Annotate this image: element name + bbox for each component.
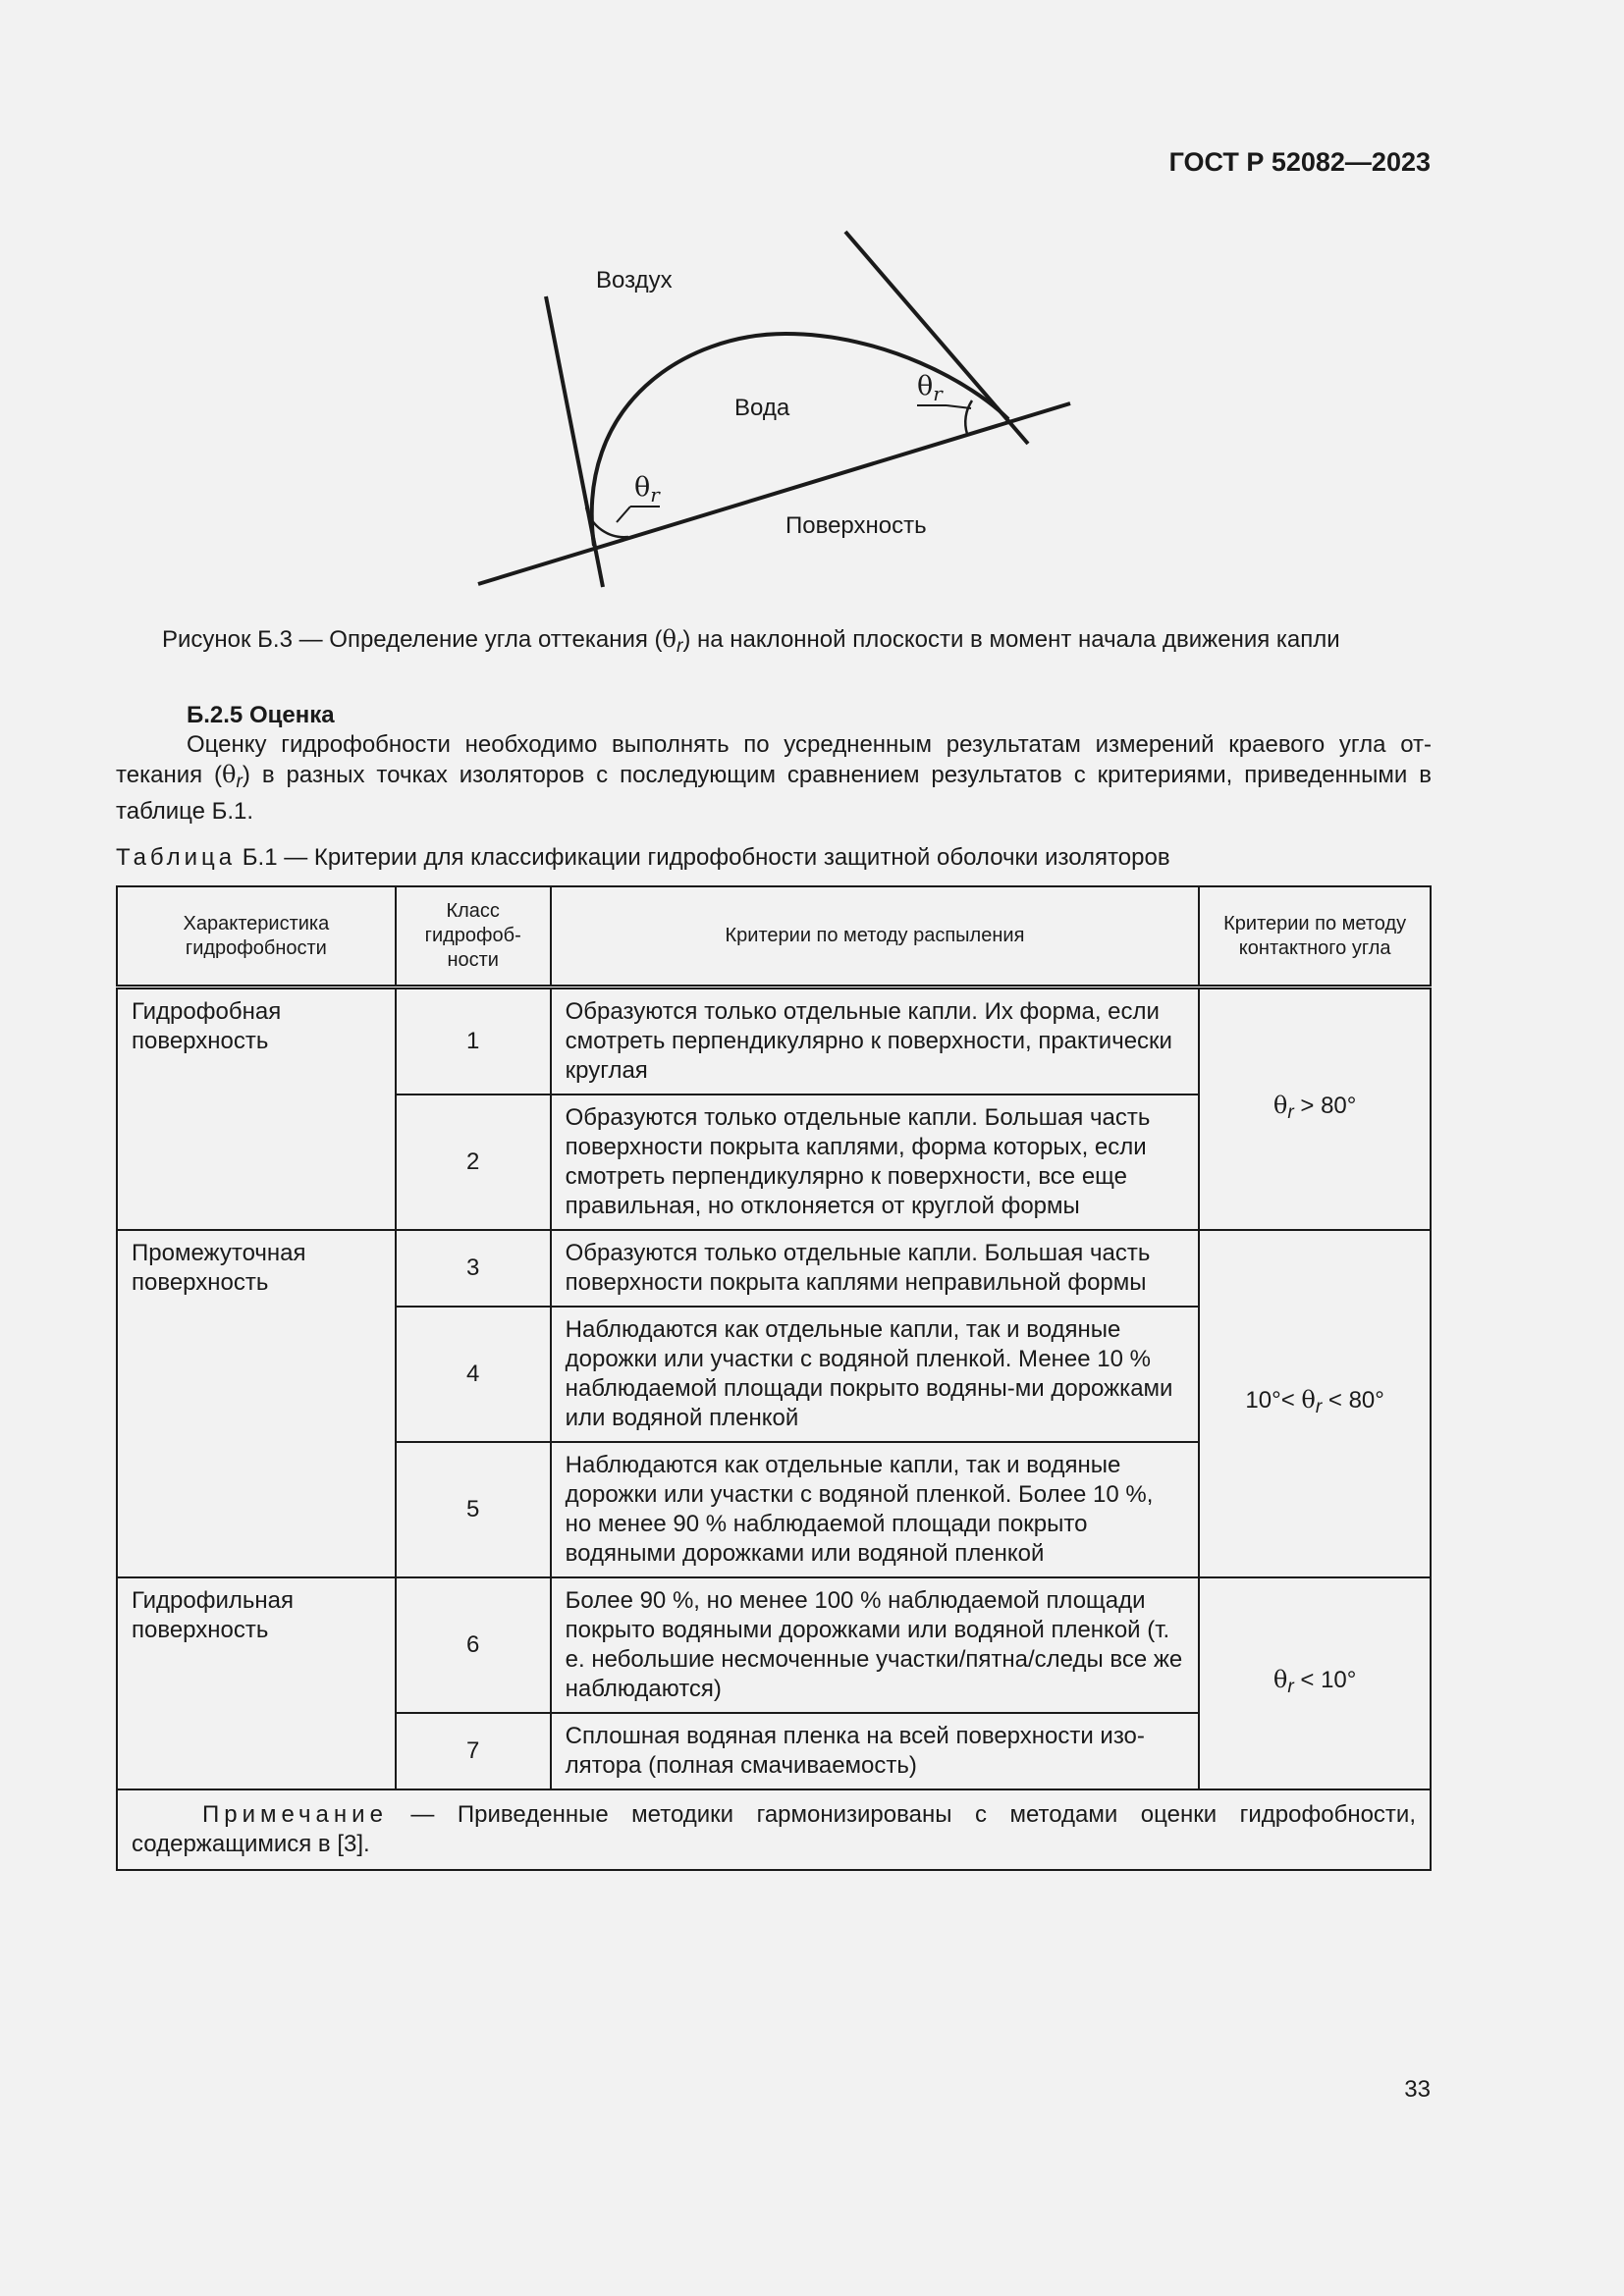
document-number: ГОСТ Р 52082—2023 [1168, 147, 1431, 177]
section-text: Оценку гидрофобности необходимо выполнять по усредненным результатам измерений краевого угла от-текания $(\theta_r)$ в разных точках изоляторов с последующим сравнением результатов с критериями, приведенными в таблице Б.1. [116, 731, 1432, 825]
table-note: Примечание — Приведенные методики гармонизированы с методами оценки гидрофобности, содержащимися в [3]. [117, 1789, 1431, 1870]
contact-angle-figure [0, 216, 1624, 609]
class-cell: 6 [396, 1577, 551, 1713]
theta-right-label: $\theta_r$ [917, 371, 943, 405]
spray-cell: Образуются только отдельные капли. Большая часть поверхности покрыта каплями, форма которых, если смотреть перпендикулярно к поверхности, все еще правильная, но отклоняется от круглой формы [551, 1095, 1200, 1230]
class-cell: 5 [396, 1442, 551, 1577]
table-note-row [117, 1789, 1431, 1870]
group-name: Гидрофильная поверхность [117, 1577, 396, 1789]
theta-left-label: $\theta_r$ [634, 472, 660, 507]
header-contact: Критерии по методу контактного угла [1199, 886, 1431, 988]
spray-cell: Наблюдаются как отдельные капли, так и водяные дорожки или участки с водяной пленкой. Более 10 %, но менее 90 % наблюдаемой площади покрыто водяными дорожками или водяной пленкой [551, 1442, 1200, 1577]
contact-criterion: $10^\circ< \theta_r < 80^\circ$ [1199, 1230, 1431, 1577]
spray-cell: Образуются только отдельные капли. Их форма, если смотреть перпендикулярно к поверхности, практически круглая [551, 988, 1200, 1095]
table-row [117, 1230, 1431, 1307]
table-row [117, 1577, 1431, 1713]
header-spray: Критерии по методу распыления [551, 886, 1200, 988]
section-title: Б.2.5 Оценка [187, 702, 335, 728]
group-name: Гидрофобная поверхность [117, 988, 396, 1231]
spray-cell: Сплошная водяная пленка на всей поверхности изо-лятора (полная смачиваемость) [551, 1713, 1200, 1789]
contact-criterion: $\theta_r > 80^\circ$ [1199, 988, 1431, 1231]
spray-cell: Образуются только отдельные капли. Большая часть поверхности покрыта каплями неправильной формы [551, 1230, 1200, 1307]
table-header-row [117, 886, 1431, 988]
surface-line [478, 403, 1070, 584]
page-number: 33 [1404, 2076, 1431, 2103]
label-water: Вода [734, 395, 790, 421]
right-tangent-line [845, 232, 1028, 444]
contact-criterion: $\theta_r < 10^\circ$ [1199, 1577, 1431, 1789]
class-cell: 7 [396, 1713, 551, 1789]
label-surface: Поверхность [785, 512, 927, 539]
class-cell: 3 [396, 1230, 551, 1307]
class-cell: 2 [396, 1095, 551, 1230]
left-tangent-line [546, 296, 603, 587]
header-characteristic: Характеристика гидрофобности [117, 886, 396, 988]
class-cell: 1 [396, 988, 551, 1095]
hydrophobicity-table [116, 885, 1432, 1871]
spray-cell: Более 90 %, но менее 100 % наблюдаемой площади покрыто водяными дорожками или водяной пленкой (т. е. небольшие несмоченные участки/пятна/следы все же наблюдаются) [551, 1577, 1200, 1713]
figure-caption: Рисунок Б.3 — Определение угла оттекания $(\theta_r)$ на наклонной плоскости в момент начала движения капли [162, 625, 1340, 657]
section-b25 [116, 701, 1432, 827]
right-angle-arc [965, 400, 972, 434]
label-air: Воздух [596, 267, 673, 294]
header-class: Класс гидрофоб-ности [396, 886, 551, 988]
table-title: Таблица Б.1 — Критерии для классификации гидрофобности защитной оболочки изоляторов [116, 844, 1170, 871]
table-row [117, 988, 1431, 1095]
left-angle-leader [617, 507, 630, 522]
spray-cell: Наблюдаются как отдельные капли, так и водяные дорожки или участки с водяной пленкой. Менее 10 % наблюдаемой площади покрыто водяны-ми дорожками или водяной пленкой [551, 1307, 1200, 1442]
class-cell: 4 [396, 1307, 551, 1442]
group-name: Промежуточная поверхность [117, 1230, 396, 1577]
